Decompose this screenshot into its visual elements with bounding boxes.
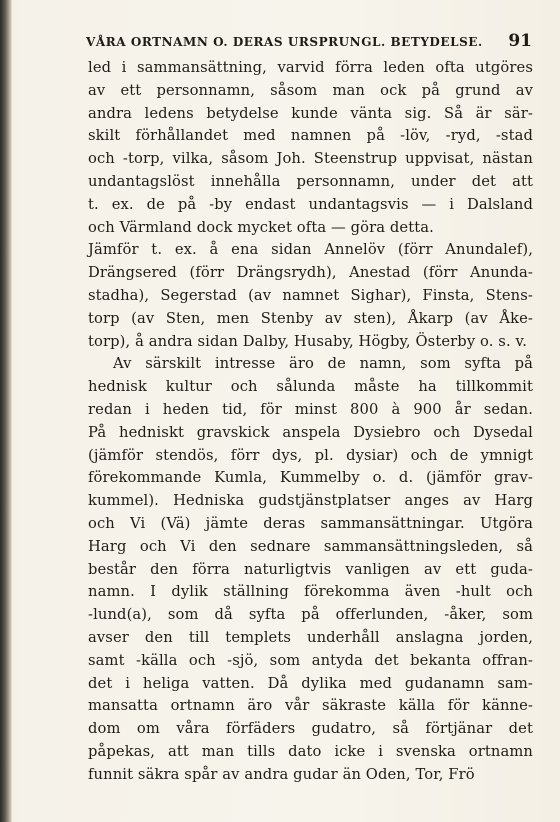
text-line: och Vi (Vä) jämte deras sammansättningar. Utgöra — [88, 514, 533, 532]
text-line: hednisk kultur och sålunda måste ha tillkommit — [88, 378, 533, 396]
text-line: Av särskilt intresse äro de namn, som syfta på — [113, 355, 533, 373]
chapter-title: VÅRA ORTNAMN O. DERAS URSPRUNGL. BETYDELSE. — [86, 35, 483, 49]
text-line: avser den till templets underhåll anslagna jorden, — [88, 628, 533, 646]
text-line: samt -källa och -sjö, som antyda det bekanta offran- — [88, 651, 533, 669]
running-head — [86, 31, 546, 55]
text-line: förekommande Kumla, Kummelby o. d. (jämför grav- — [88, 469, 533, 487]
text-line: stadha), Segerstad (av namnet Sighar), Finsta, Stens- — [88, 286, 533, 304]
text-line: och -torp, vilka, såsom Joh. Steenstrup uppvisat, nästan — [88, 150, 533, 168]
text-line: dom om våra förfäders gudatro, så förtjänar det — [88, 720, 533, 738]
text-line: undantagslöst innehålla personnamn, under det att — [88, 172, 533, 190]
text-line: av ett personnamn, såsom man ock på grund av — [88, 81, 533, 99]
text-line: Harg och Vi den sednare sammansättningsleden, så — [88, 537, 533, 555]
text-line: Drängsered (förr Drängsrydh), Anestad (förr Anunda- — [88, 264, 533, 282]
text-line: funnit säkra spår av andra gudar än Oden, Tor, Frö — [88, 765, 475, 783]
text-line: skilt förhållandet med namnen på -löv, -ryd, -stad — [88, 127, 533, 145]
page-number: 91 — [508, 31, 532, 51]
text-line: t. ex. de på -by endast undantagsvis — i Dalsland — [88, 195, 533, 213]
text-line: andra ledens betydelse kunde vänta sig. Så är sär- — [88, 104, 533, 122]
text-line: och Värmland dock mycket ofta — göra detta. — [88, 218, 434, 236]
text-line: mansatta ortnamn äro vår säkraste källa för känne- — [88, 697, 533, 715]
text-line: det i heliga vatten. Då dylika med gudanamn sam- — [88, 674, 533, 692]
text-line: består den förra naturligtvis vanligen av ett guda- — [88, 560, 533, 578]
text-line: kummel). Hedniska gudstjänstplatser anges av Harg — [88, 492, 533, 510]
text-line: påpekas, att man tills dato icke i svenska ortnamn — [88, 742, 533, 760]
text-line: namn. I dylik ställning förekomma även -hult och — [88, 583, 533, 601]
text-line: -lund(a), som då syfta på offerlunden, -åker, som — [88, 606, 533, 624]
text-line: led i sammansättning, varvid förra leden ofta utgöres — [88, 59, 533, 76]
text-line: redan i heden tid, för minst 800 à 900 år sedan. — [88, 400, 533, 418]
text-line: torp (av Sten, men Stenby av sten), Åkarp (av Åke- — [88, 309, 533, 327]
body-text — [88, 57, 533, 787]
text-line: På hedniskt gravskick anspela Dysiebro och Dysedal — [88, 423, 533, 441]
text-line: Jämför t. ex. å ena sidan Annelöv (förr Anundalef), — [88, 241, 533, 259]
book-spine-shadow — [0, 0, 12, 822]
text-line: torp), å andra sidan Dalby, Husaby, Högby, Österby o. s. v. — [88, 332, 528, 350]
text-line: (jämför stendös, förr dys, pl. dysiar) och de ymnigt — [88, 446, 533, 464]
